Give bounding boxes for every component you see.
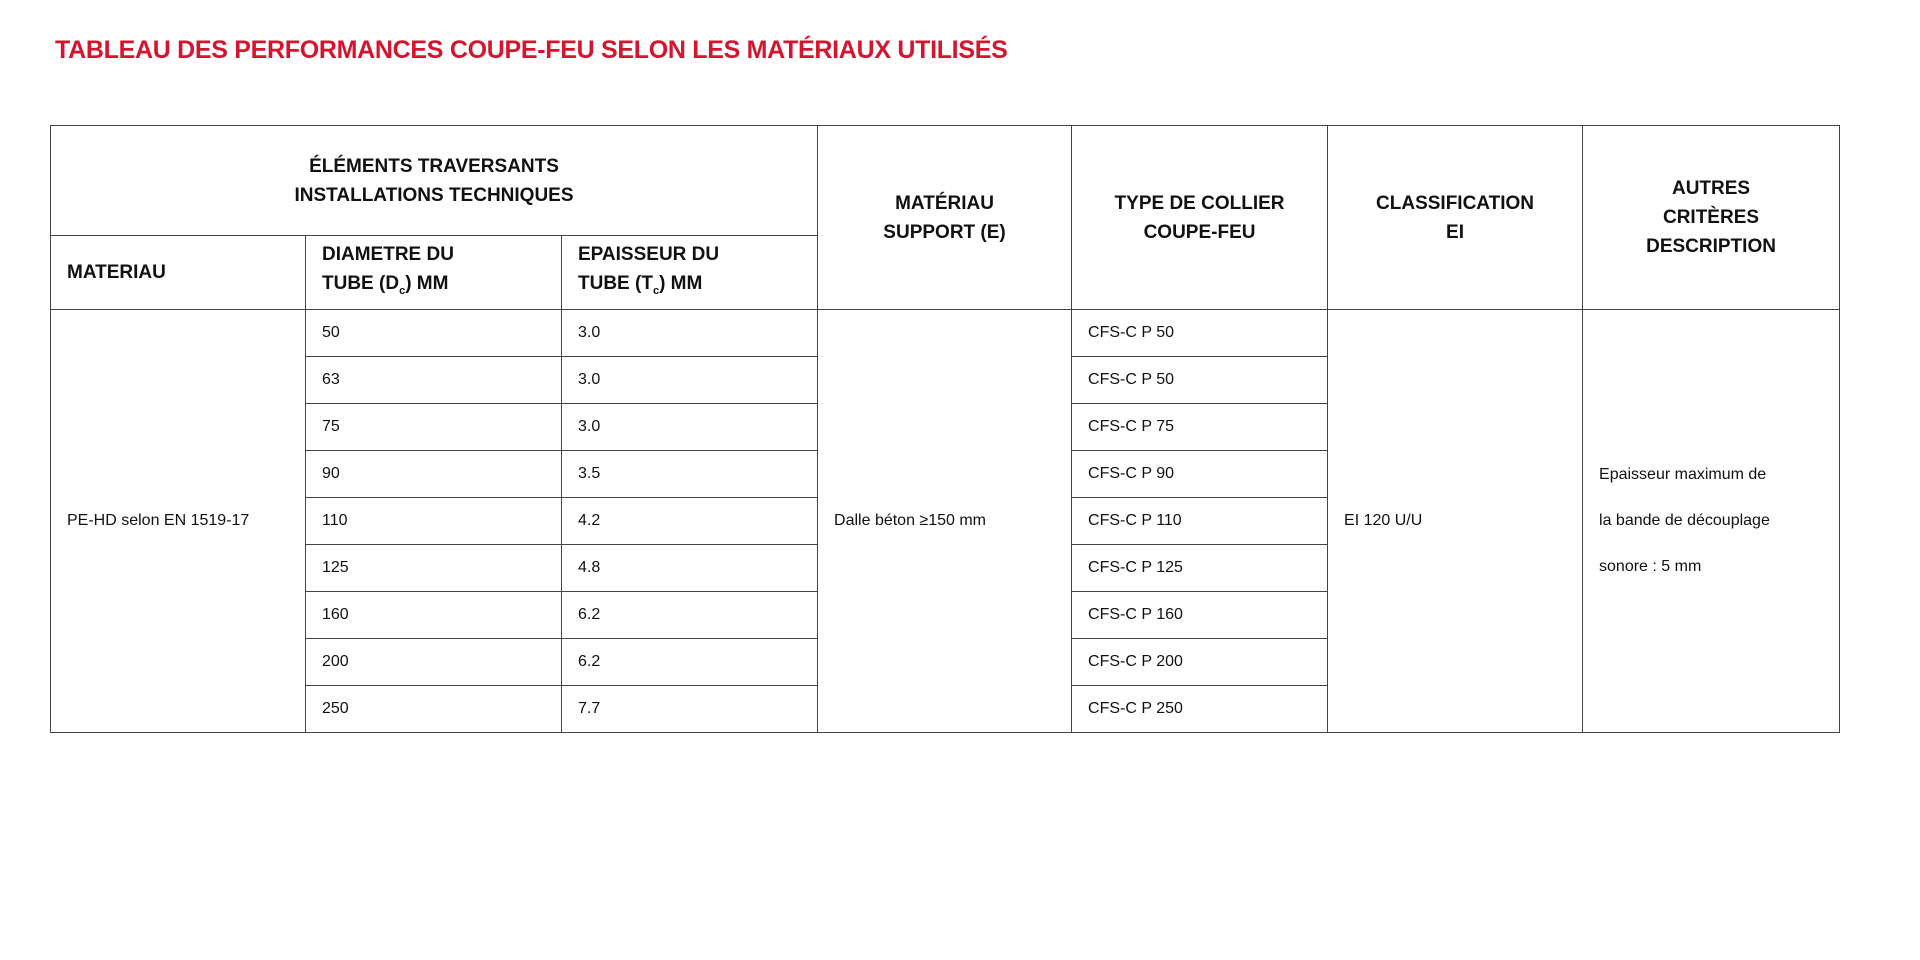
cell-classification: EI 120 U/U — [1328, 310, 1583, 733]
cell-diametre: 200 — [306, 639, 562, 686]
cell-epaisseur: 3.5 — [562, 451, 818, 498]
cell-epaisseur: 3.0 — [562, 310, 818, 357]
header-classification — [1328, 126, 1583, 310]
header-text: TYPE DE COLLIER — [1114, 192, 1285, 214]
page-title: TABLEAU DES PERFORMANCES COUPE-FEU SELON LES MATÉRIAUX UTILISÉS — [55, 36, 1008, 64]
header-type-collier — [1072, 126, 1328, 310]
header-text: EI — [1446, 221, 1464, 243]
cell-diametre: 110 — [306, 498, 562, 545]
cell-description — [1583, 310, 1840, 733]
header-text: TUBE $(D_c)$ MM — [322, 272, 449, 297]
cell-collier: CFS-C P 250 — [1072, 686, 1328, 733]
cell-epaisseur: 3.0 — [562, 357, 818, 404]
performance-table — [50, 125, 1840, 733]
header-materiau-support — [818, 126, 1072, 310]
cell-collier: CFS-C P 75 — [1072, 404, 1328, 451]
cell-diametre: 63 — [306, 357, 562, 404]
header-text: CLASSIFICATION — [1376, 192, 1535, 214]
header-text: INSTALLATIONS TECHNIQUES — [294, 184, 574, 206]
cell-epaisseur: 6.2 — [562, 592, 818, 639]
cell-diametre: 90 — [306, 451, 562, 498]
header-epaisseur — [562, 236, 818, 310]
cell-epaisseur: 3.0 — [562, 404, 818, 451]
cell-epaisseur: 7.7 — [562, 686, 818, 733]
cell-collier: CFS-C P 50 — [1072, 357, 1328, 404]
header-text: DESCRIPTION — [1646, 236, 1776, 257]
header-text: CRITÈRES — [1662, 207, 1760, 228]
description-line: sonore : 5 mm — [1599, 558, 1702, 575]
cell-collier: CFS-C P 200 — [1072, 639, 1328, 686]
header-text: COUPE-FEU — [1143, 221, 1256, 243]
header-diametre — [306, 236, 562, 310]
header-text: TUBE $(T_c)$ MM — [578, 272, 703, 297]
header-text: DIAMETRE DU — [322, 243, 454, 265]
description-line: Epaisseur maximum de — [1599, 466, 1767, 483]
cell-diametre: 50 — [306, 310, 562, 357]
cell-epaisseur: 4.8 — [562, 545, 818, 592]
header-text: SUPPORT (E) — [883, 221, 1006, 243]
description-line: la bande de découplage — [1599, 512, 1770, 529]
cell-diametre: 75 — [306, 404, 562, 451]
cell-diametre: 125 — [306, 545, 562, 592]
cell-collier: CFS-C P 90 — [1072, 451, 1328, 498]
cell-epaisseur: 6.2 — [562, 639, 818, 686]
cell-support: Dalle béton ≥150 mm — [818, 310, 1072, 733]
cell-diametre: 160 — [306, 592, 562, 639]
header-elements-traversants — [51, 126, 818, 236]
header-text: AUTRES — [1671, 178, 1751, 199]
cell-diametre: 250 — [306, 686, 562, 733]
cell-epaisseur: 4.2 — [562, 498, 818, 545]
header-materiau: MATERIAU — [51, 236, 306, 310]
header-autres-criteres — [1583, 126, 1840, 310]
cell-collier: CFS-C P 125 — [1072, 545, 1328, 592]
header-text: EPAISSEUR DU — [578, 243, 720, 265]
table-row — [51, 310, 1840, 357]
cell-collier: CFS-C P 50 — [1072, 310, 1328, 357]
header-text: MATÉRIAU — [895, 192, 994, 214]
cell-collier: CFS-C P 160 — [1072, 592, 1328, 639]
cell-collier: CFS-C P 110 — [1072, 498, 1328, 545]
cell-materiau: PE-HD selon EN 1519-17 — [51, 310, 306, 733]
header-text: ÉLÉMENTS TRAVERSANTS — [309, 155, 559, 177]
